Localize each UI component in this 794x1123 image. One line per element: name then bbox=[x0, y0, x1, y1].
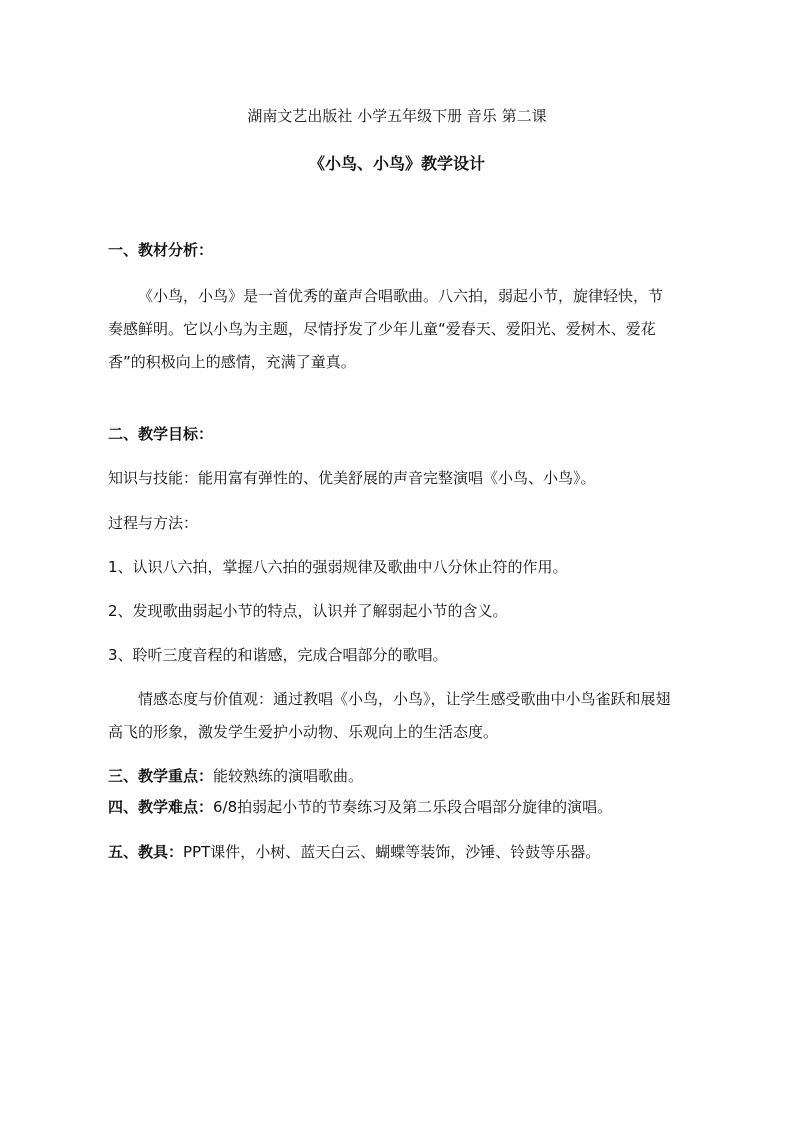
objective-item-2: 2、发现歌曲弱起小节的特点，认识并了解弱起小节的含义。 bbox=[108, 602, 508, 620]
section4-label: 四、教学难点： bbox=[108, 798, 214, 816]
section4-line bbox=[108, 797, 612, 817]
section5-line bbox=[108, 842, 600, 862]
document-title: 《小鸟、小鸟》教学设计 bbox=[308, 154, 485, 173]
publisher-line: 湖南文艺出版社 小学五年级下册 音乐 第二课 bbox=[247, 107, 547, 125]
section3-label: 三、教学重点： bbox=[108, 767, 214, 785]
section2-heading: 二、教学目标： bbox=[108, 425, 214, 443]
objective-item-1: 1、认识八六拍，掌握八六拍的强弱规律及歌曲中八分休止符的作用。 bbox=[108, 558, 568, 576]
section4-text: 6/8拍弱起小节的节奏练习及第二乐段合唱部分旋律的演唱。 bbox=[213, 798, 613, 816]
process-label: 过程与方法： bbox=[108, 514, 199, 532]
section1-heading: 一、教材分析： bbox=[108, 241, 214, 259]
section5-text: PPT课件，小树、蓝天白云、蝴蝶等装饰，沙锤、铃鼓等乐器。 bbox=[183, 843, 601, 861]
knowledge-objective: 知识与技能：能用富有弹性的、优美舒展的声音完整演唱《小鸟、小鸟》。 bbox=[108, 469, 596, 487]
emotion-objective: 情感态度与价值观：通过教唱《小鸟，小鸟》，让学生感受歌曲中小鸟雀跃和展翅高飞的形象，激发学生爱护小动物、乐观向上的生活态度。 bbox=[108, 690, 671, 741]
section5-label: 五、教具： bbox=[108, 843, 184, 861]
objective-item-3: 3、聆听三度音程的和谐感，完成合唱部分的歌唱。 bbox=[108, 646, 448, 664]
section3-text: 能较熟练的演唱歌曲。 bbox=[213, 767, 364, 785]
section3-line bbox=[108, 766, 363, 786]
section1-paragraph: 《小鸟，小鸟》是一首优秀的童声合唱歌曲。八六拍，弱起小节，旋律轻快，节奏感鲜明。它以小鸟为主题，尽情抒发了少年儿童“爱春天、爱阳光、爱树木、爱花香”的积极向上的感情，充满了童真。 bbox=[108, 287, 664, 371]
